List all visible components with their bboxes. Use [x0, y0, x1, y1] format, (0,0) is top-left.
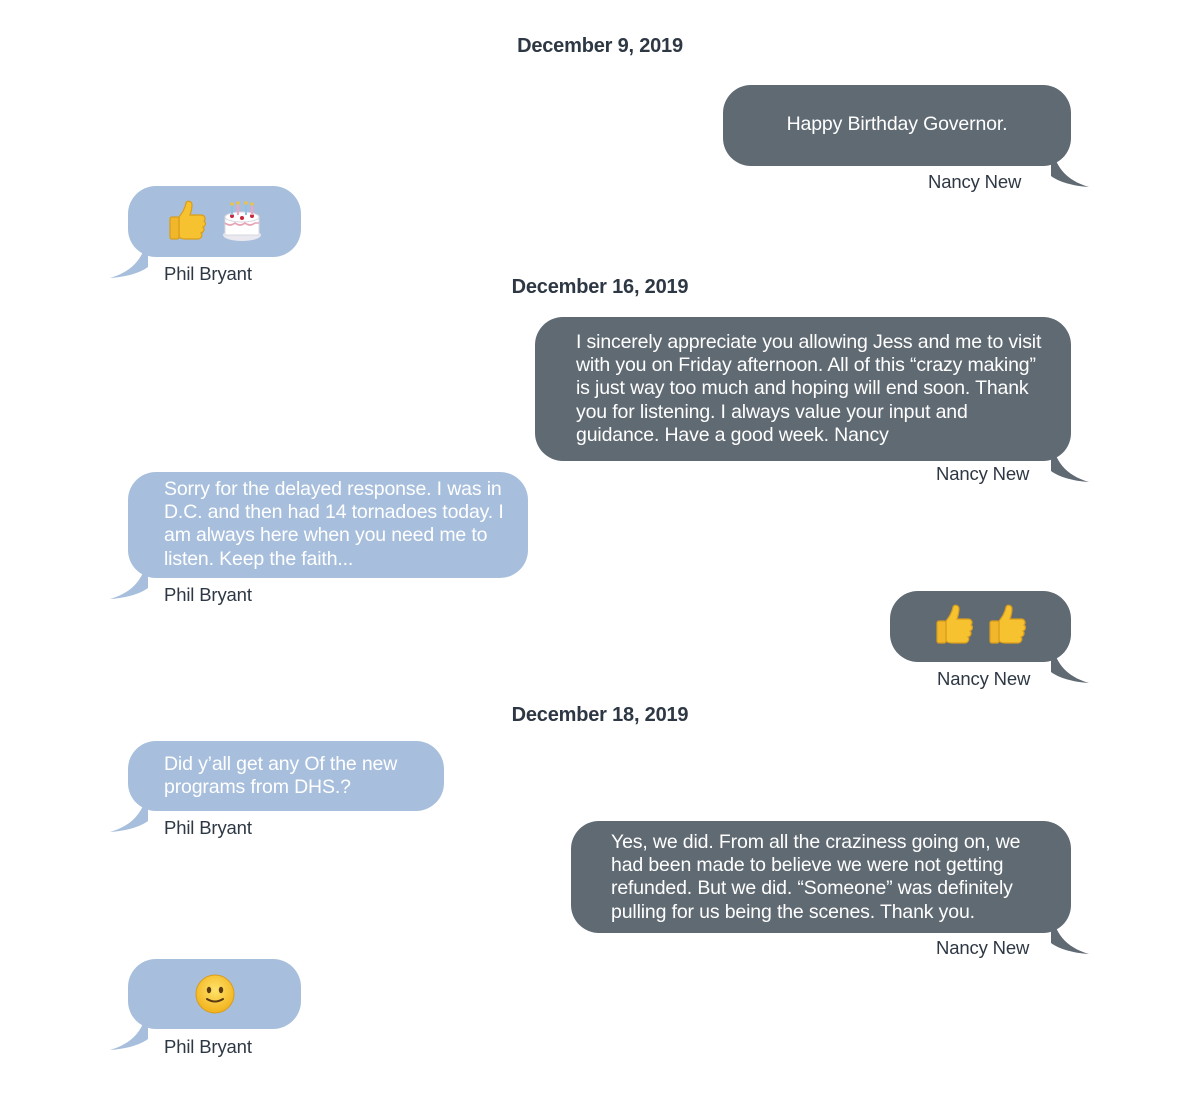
slightly-smiling-face-icon	[194, 973, 236, 1015]
message-text: Happy Birthday Governor.	[786, 113, 1008, 135]
bubble-tail	[1051, 439, 1091, 483]
bubble-tail	[108, 789, 148, 833]
bubble-tail	[108, 556, 148, 600]
message-text: I sincerely appreciate you allowing Jess and me to visit with you on Friday afternoon. All of this “crazy making” is just way too much and hoping will end soon. Thank you for listening. I always value your input and guidance. Have a good week. Nancy	[576, 331, 1042, 446]
thumbs-up-icon	[932, 603, 976, 647]
message-text: Did y’all get any Of the new programs from DHS.?	[164, 753, 398, 799]
message-bubble-incoming[interactable]	[128, 472, 528, 578]
bubble-tail	[1051, 911, 1091, 955]
message-bubble-incoming[interactable]	[128, 186, 301, 257]
message-bubble-incoming[interactable]	[128, 741, 444, 811]
thumbs-up-icon	[985, 603, 1029, 647]
date-header: December 18, 2019	[511, 704, 689, 726]
sender-name: Nancy New	[936, 463, 1030, 484]
message-bubble-outgoing[interactable]	[535, 317, 1071, 461]
sender-name: Phil Bryant	[164, 584, 252, 605]
message-emoji-row	[128, 973, 301, 1015]
message-bubble-outgoing[interactable]	[723, 85, 1071, 166]
sender-name: Phil Bryant	[164, 817, 252, 838]
message-text: Yes, we did. From all the craziness going on, we had been made to believe we were not getting refunded. But we did. “Someone” was definitely pulling for us being the scenes. Thank you.	[611, 831, 1021, 923]
date-header: December 16, 2019	[511, 276, 689, 298]
message-bubble-incoming[interactable]	[128, 959, 301, 1029]
sender-name: Phil Bryant	[164, 263, 252, 284]
message-bubble-outgoing[interactable]	[890, 591, 1071, 662]
sender-name: Nancy New	[936, 937, 1030, 958]
message-text: Sorry for the delayed response. I was in D.C. and then had 14 tornadoes today. I am always here when you need me to listen. Keep the faith...	[164, 478, 504, 570]
sender-name: Nancy New	[937, 668, 1031, 689]
message-emoji-row	[128, 199, 301, 243]
sender-name: Phil Bryant	[164, 1036, 252, 1057]
sender-name: Nancy New	[928, 171, 1022, 192]
birthday-cake-icon	[220, 199, 264, 243]
date-header: December 9, 2019	[517, 35, 683, 57]
thumbs-up-icon	[165, 199, 209, 243]
message-emoji-row	[890, 603, 1071, 647]
message-bubble-outgoing[interactable]	[571, 821, 1071, 933]
bubble-tail	[1051, 144, 1091, 188]
